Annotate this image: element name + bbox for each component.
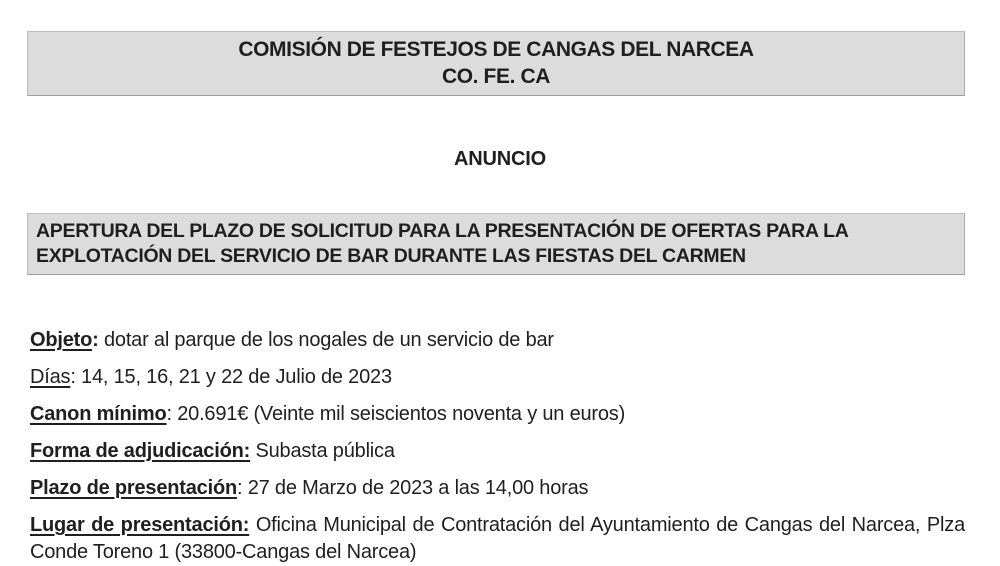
detail-row-plazo: [30, 475, 965, 502]
detail-separator: :: [236, 477, 248, 499]
detail-label: Canon mínimo: [30, 403, 167, 425]
detail-value: Oficina Municipal de Contratación del Ayuntamiento de Cangas del Narcea, Plza Conde Toreno 1 (33800-Cangas del Narcea): [30, 514, 965, 563]
detail-separator: :: [92, 329, 104, 351]
detail-row-dias: [30, 364, 965, 391]
org-abbreviation: CO. FE. CA: [441, 65, 550, 88]
detail-value: Subasta pública: [255, 440, 395, 462]
detail-label: Lugar de presentación:: [30, 514, 250, 536]
subject-heading: APERTURA DEL PLAZO DE SOLICITUD PARA LA PRESENTACIÓN DE OFERTAS PARA LA EXPLOTACIÓN DEL SERVICIO DE BAR DURANTE LAS FIESTAS DEL CARMEN: [36, 220, 848, 267]
detail-row-lugar: [30, 512, 965, 566]
detail-separator: :: [166, 403, 178, 425]
detail-label: Días: [30, 366, 71, 388]
details-section: [30, 327, 965, 566]
detail-row-objeto: [30, 327, 965, 354]
detail-row-canon: [30, 401, 965, 428]
detail-label: Plazo de presentación: [30, 477, 237, 499]
detail-value: 27 de Marzo de 2023 a las 14,00 horas: [247, 477, 589, 499]
subject-heading-box: [27, 213, 965, 275]
announcement-heading: ANUNCIO: [454, 148, 546, 170]
org-name: COMISIÓN DE FESTEJOS DE CANGAS DEL NARCEA: [238, 38, 754, 61]
detail-label: Forma de adjudicación:: [30, 440, 251, 462]
detail-separator: :: [70, 366, 82, 388]
detail-value: 14, 15, 16, 21 y 22 de Julio de 2023: [81, 366, 392, 388]
detail-label: Objeto: [30, 329, 93, 351]
org-header-box: [27, 31, 965, 96]
detail-separator: [249, 514, 256, 536]
detail-row-forma: [30, 438, 965, 465]
detail-value: dotar al parque de los nogales de un servicio de bar: [103, 329, 554, 351]
detail-value: 20.691€ (Veinte mil seiscientos noventa y un euros): [177, 403, 626, 425]
